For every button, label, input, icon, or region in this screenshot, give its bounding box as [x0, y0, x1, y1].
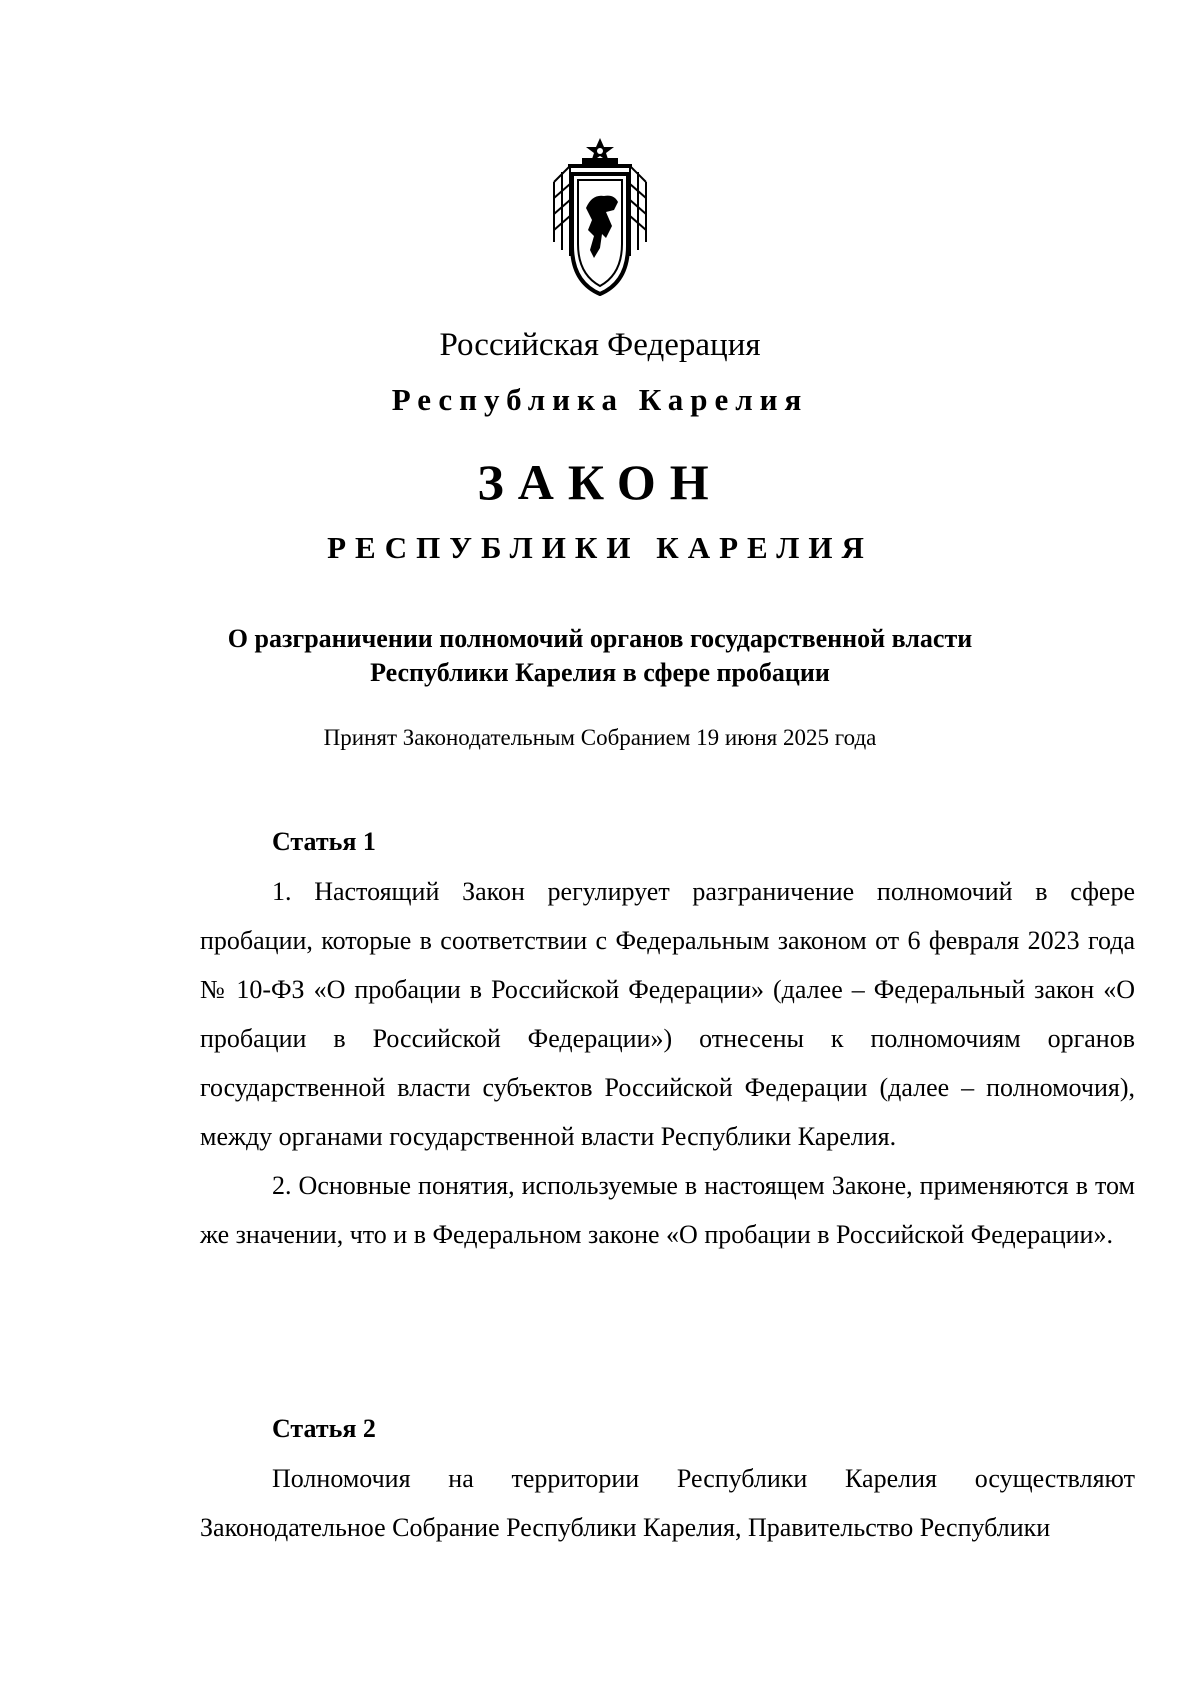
coat-of-arms-emblem	[542, 138, 658, 296]
article-2-body	[200, 1454, 1135, 1552]
document-type: ЗАКОН	[477, 454, 723, 510]
republic-name: Республика Карелия	[391, 382, 809, 417]
article-1-body	[200, 867, 1135, 1259]
adoption-note: Принят Законодательным Собранием 19 июня 2025 года	[323, 725, 877, 750]
law-title-line-1: О разграничении полномочий органов государственной власти	[227, 624, 973, 653]
article-1-heading: Статья 1	[272, 827, 376, 856]
law-title	[0, 622, 1200, 690]
article-1-paragraph-2: 2. Основные понятия, используемые в настоящем Законе, применяются в том же значении, что и в Федеральном законе «О пробации в Российской Федерации».	[200, 1171, 1135, 1249]
country-name: Российская Федерация	[439, 327, 761, 363]
article-2-heading: Статья 2	[272, 1414, 376, 1443]
document-issuer: РЕСПУБЛИКИ КАРЕЛИЯ	[327, 530, 873, 565]
article-1-paragraph-1: 1. Настоящий Закон регулирует разграничение полномочий в сфере пробации, которые в соответствии с Федеральным законом от 6 февраля 2023 года № 10-ФЗ «О пробации в Российской Федерации» (далее – Федеральный закон «О пробации в Российской Федерации») отнесены к полномочиям органов государственной власти субъектов Российской Федерации (далее – полномочия), между органами государственной власти Республики Карелия.	[200, 877, 1135, 1151]
law-title-line-2: Республики Карелия в сфере пробации	[370, 658, 830, 687]
article-2-paragraph-1: Полномочия на территории Республики Карелия осуществляют Законодательное Собрание Республики Карелия, Правительство Республики	[200, 1464, 1135, 1542]
